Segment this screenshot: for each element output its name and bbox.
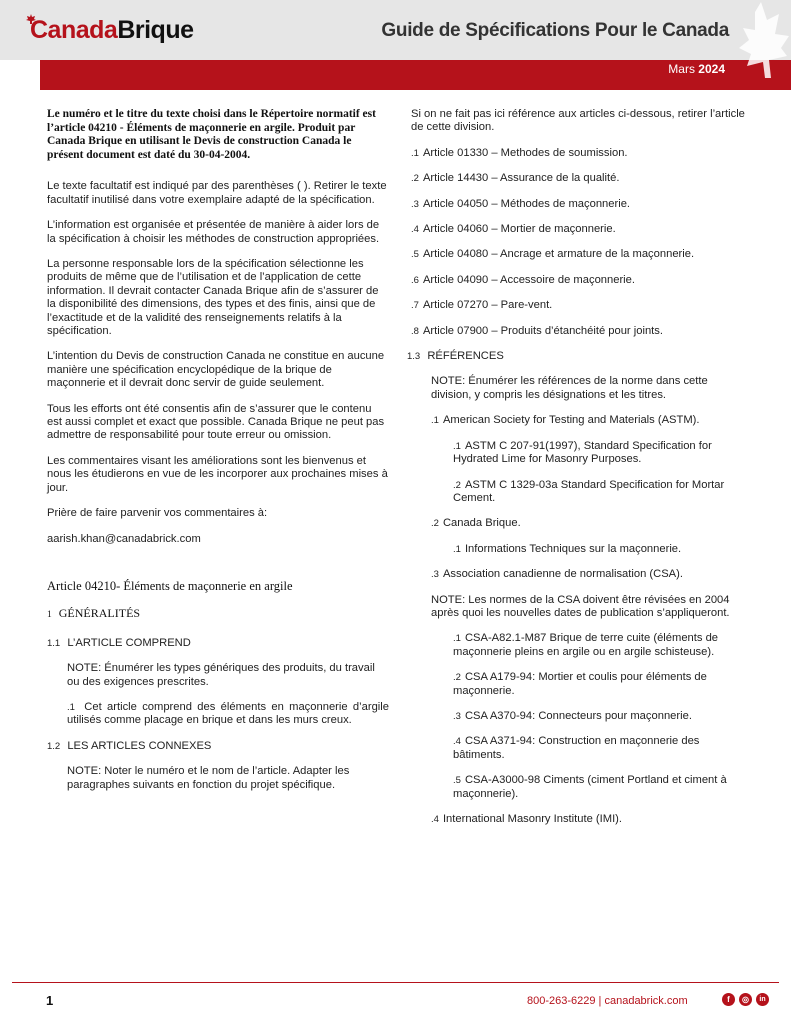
footer-contact[interactable]: 800-263-6229 | canadabrick.com <box>527 995 688 1007</box>
item-text: Article 04060 – Mortier de maçonnerie. <box>422 223 616 236</box>
logo-brique: Brique <box>117 16 194 44</box>
item-text: CSA A370-94: Connecteurs pour maçonnerie. <box>464 709 692 722</box>
section-1-1-item <box>47 701 389 728</box>
item-text: Article 07900 – Produits d’étanchéité pour joints. <box>422 324 663 337</box>
related-articles-intro: Si on ne fait pas ici référence aux articles ci-dessous, retirer l’article de cette division. <box>411 108 745 134</box>
right-column <box>407 108 751 838</box>
intro-paragraph: Le numéro et le titre du texte choisi dans le Répertoire normatif est l’article 04210 - Éléments de maçonnerie en argile. Produit par Canada Brique en utilisant le Devis de construction Canada le présent document est daté du 30-04-2004. <box>47 108 376 161</box>
footer-divider <box>12 982 779 983</box>
section-number: 1 <box>47 610 52 621</box>
section-1-heading <box>47 607 389 622</box>
reference-astm-1 <box>411 440 751 467</box>
logo-canada: Canada <box>30 16 118 44</box>
item-text: Cet article comprend des éléments en maçonnerie d’argile utilisés comme placage en brique et dans les murs creux. <box>67 700 389 727</box>
instagram-icon[interactable]: ◎ <box>739 993 752 1006</box>
paragraph-responsibility: La personne responsable lors de la spécification sélectionne les produits de même que de l’utilisation et de l’application de cette information. Il devrait contacter Canada Brique afin de s’assurer de la disponibilité des dimensions, des types et des finis, ainsi que de l’exactitude et de la validité des renseignements relatifs à la spécification. <box>47 258 379 338</box>
section-number: 1.2 <box>47 740 61 752</box>
section-1-3-heading <box>407 350 751 363</box>
reference-astm-2 <box>411 479 751 506</box>
item-number: .4 <box>453 736 461 748</box>
section-title: LES ARTICLES CONNEXES <box>67 739 212 752</box>
list-item <box>411 147 751 160</box>
item-text: Article 14430 – Assurance de la qualité. <box>422 172 620 185</box>
item-number: .1 <box>453 440 461 452</box>
paragraph-optional-text: Le texte facultatif est indiqué par des parenthèses ( ). Retirer le texte facultatif inutilisé dans votre exemplaire adapté de la spécification. <box>47 180 387 206</box>
item-number: .2 <box>411 173 419 185</box>
reference-canada-brique-1 <box>411 543 751 556</box>
list-item <box>411 198 751 211</box>
item-number: .1 <box>453 633 461 645</box>
item-number: .5 <box>453 775 461 787</box>
list-item <box>411 325 751 338</box>
list-item <box>411 274 751 287</box>
date-year: 2024 <box>698 62 725 76</box>
page-number: 1 <box>46 993 54 1008</box>
references-note: NOTE: Énumérer les références de la norme dans cette division, y compris les désignations et les titres. <box>431 375 708 401</box>
reference-csa-item <box>411 632 751 659</box>
section-title: RÉFÉRENCES <box>427 350 504 363</box>
reference-csa-item <box>411 774 751 801</box>
item-text: Canada Brique. <box>442 517 521 530</box>
section-number: 1.3 <box>407 351 421 363</box>
section-1-2-note: NOTE: Noter le numéro et le nom de l’article. Adapter les paragraphes suivants en fonction du projet spécifique. <box>67 765 350 791</box>
item-text: CSA-A3000-98 Ciments (ciment Portland et ciment à maçonnerie). <box>453 774 727 800</box>
item-text: Article 04090 – Accessoire de maçonnerie. <box>422 273 635 286</box>
linkedin-icon[interactable]: in <box>756 993 769 1006</box>
item-text: CSA-A82.1-M87 Brique de terre cuite (éléments de maçonnerie pleins en argile ou en argile schisteuse). <box>453 632 719 658</box>
reference-csa-item <box>411 710 751 723</box>
item-number: .1 <box>431 415 439 427</box>
paragraph-send-comments: Prière de faire parvenir vos commentaires à: <box>47 507 268 520</box>
paragraph-comments: Les commentaires visant les améliorations sont les bienvenus et nous les étudierons en vue de les incorporer aux prochaines mises à jour. <box>47 454 388 494</box>
section-1-1-note: NOTE: Énumérer les types génériques des produits, du travail ou des exigences prescrites. <box>67 662 375 688</box>
article-heading: Article 04210- Éléments de maçonnerie en argile <box>47 578 293 593</box>
section-number: 1.1 <box>47 637 61 649</box>
list-item <box>411 172 751 185</box>
item-number: .3 <box>411 198 419 210</box>
document-title: Guide de Spécifications Pour le Canada <box>381 20 729 41</box>
item-number: .7 <box>411 300 419 312</box>
item-number: .5 <box>411 249 419 261</box>
list-item <box>411 299 751 312</box>
item-text: International Masonry Institute (IMI). <box>442 813 623 825</box>
item-text: Article 04080 – Ancrage et armature de la maçonnerie. <box>422 248 695 261</box>
date-month: Mars <box>668 62 695 76</box>
paragraph-organisation: L’information est organisée et présentée de manière à aider lors de la spécification à choisir les méthodes de construction appropriées. <box>47 219 380 245</box>
item-text: Article 01330 – Methodes de soumission. <box>422 146 628 159</box>
item-text: Article 07270 – Pare-vent. <box>422 299 553 312</box>
maple-leaf-watermark-icon <box>721 0 791 90</box>
reference-csa-item <box>411 671 751 698</box>
section-title: GÉNÉRALITÉS <box>58 606 141 621</box>
item-text: CSA A179-94: Mortier et coulis pour éléments de maçonnerie. <box>453 671 707 697</box>
csa-note: NOTE: Les normes de la CSA doivent être révisées en 2004 après quoi les nouvelles dates de publication s’appliqueront. <box>431 593 730 619</box>
item-text: ASTM C 1329-03a Standard Specification for Mortar Cement. <box>453 478 725 504</box>
reference-imi <box>411 813 751 826</box>
item-number: .4 <box>411 224 419 236</box>
list-item <box>411 248 751 261</box>
section-1-1-heading <box>47 637 389 650</box>
reference-csa <box>411 568 751 581</box>
section-1-2-heading <box>47 740 389 753</box>
item-text: Association canadienne de normalisation (CSA). <box>442 568 683 581</box>
item-number: .6 <box>411 274 419 286</box>
item-number: .3 <box>431 569 439 581</box>
reference-canada-brique <box>411 517 751 530</box>
item-number: .1 <box>411 147 419 159</box>
canada-brique-logo <box>30 16 194 45</box>
item-text: Article 04050 – Méthodes de maçonnerie. <box>422 197 631 210</box>
contact-email[interactable]: aarish.khan@canadabrick.com <box>47 532 201 545</box>
document-date <box>668 62 725 76</box>
item-number: .1 <box>67 701 75 713</box>
item-number: .8 <box>411 325 419 337</box>
reference-csa-item <box>411 735 751 762</box>
list-item <box>411 223 751 236</box>
item-text: Informations Techniques sur la maçonnerie. <box>464 542 682 555</box>
reference-astm <box>411 414 751 427</box>
item-number: .2 <box>431 518 439 530</box>
item-text: CSA A371-94: Construction en maçonnerie des bâtiments. <box>453 735 700 761</box>
item-text: ASTM C 207-91(1997), Standard Specification for Hydrated Lime for Masonry Purposes. <box>453 439 712 466</box>
item-number: .3 <box>453 710 461 722</box>
item-number: .2 <box>453 479 461 491</box>
section-title: L’ARTICLE COMPREND <box>67 636 191 649</box>
left-column <box>47 108 389 804</box>
paragraph-intention: L’intention du Devis de construction Canada ne constitue en aucune manière une spécification encyclopédique de la brique de maçonnerie et il devrait donc servir de guide seulement. <box>47 350 385 390</box>
item-number: .1 <box>453 543 461 555</box>
item-number: .4 <box>431 814 439 825</box>
facebook-icon[interactable]: f <box>722 993 735 1006</box>
paragraph-disclaimer: Tous les efforts ont été consentis afin de s’assurer que le contenu est aussi complet et exact que possible. Canada Brique ne peut pas admettre de responsabilité pour toute erreur ou omission. <box>47 402 385 442</box>
item-text: American Society for Testing and Materials (ASTM). <box>442 414 700 427</box>
item-number: .2 <box>453 672 461 684</box>
